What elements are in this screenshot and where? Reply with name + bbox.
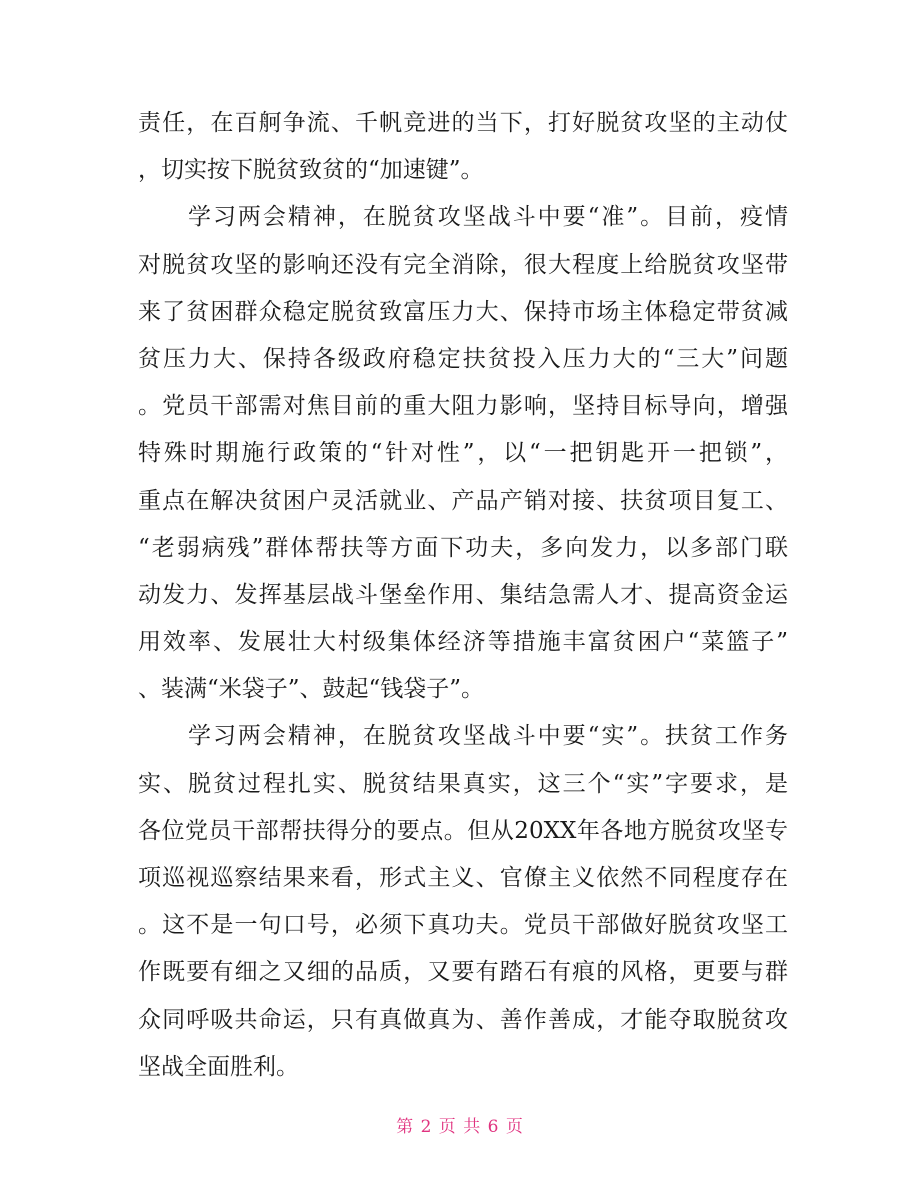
paragraph-2 — [138, 194, 788, 713]
text-line: 项巡视巡察结果来看，形式主义、官僚主义依然不同程度存在 — [138, 865, 788, 891]
text-line: 作既要有细之又细的品质，又要有踏石有痕的风格，更要与群 — [138, 959, 788, 986]
text-line: “老弱病残”群体帮扶等方面下功夫，多向发力，以多部门联 — [138, 534, 788, 561]
paragraph-3 — [138, 713, 788, 1091]
text-line: 。这不是一句口号，必须下真功夫。党员干部做好脱贫攻坚工 — [138, 912, 788, 939]
text-line: 特殊时期施行政策的“针对性”，以“一把钥匙开一把锁”， — [138, 440, 788, 467]
text-line: 、装满“米袋子”、鼓起“钱袋子”。 — [138, 676, 485, 703]
text-line: 实、脱贫过程扎实、脱贫结果真实，这三个“实”字要求，是 — [138, 770, 788, 797]
text-line: 来了贫困群众稳定脱贫致富压力大、保持市场主体稳定带贫减 — [138, 298, 788, 325]
text-line: 众同呼吸共命运，只有真做真为、善作善成，才能夺取脱贫攻 — [138, 1006, 788, 1033]
text-line: ，切实按下脱贫致贫的“加速键”。 — [138, 157, 484, 184]
text-line: 。党员干部需对焦目前的重大阻力影响，坚持目标导向，增强 — [138, 393, 788, 420]
text-line: 动发力、发挥基层战斗堡垒作用、集结急需人才、提高资金运 — [138, 581, 788, 608]
text-line: 责任，在百舸争流、千帆竞进的当下，打好脱贫攻坚的主动仗 — [138, 110, 788, 136]
text-line: 重点在解决贫困户灵活就业、产品产销对接、扶贫项目复工、 — [138, 487, 788, 514]
text-line: 各位党员干部帮扶得分的要点。但从20XX年各地方脱贫攻坚专 — [138, 817, 788, 844]
text-line: 学习两会精神，在脱贫攻坚战斗中要“实”。扶贫工作务 — [138, 723, 788, 750]
text-line: 坚战全面胜利。 — [138, 1053, 299, 1080]
paragraph-1 — [138, 100, 788, 194]
text-line: 贫压力大、保持各级政府稳定扶贫投入压力大的“三大”问题 — [138, 345, 788, 372]
page-number-footer: 第 2 页 共 6 页 — [396, 1117, 524, 1137]
text-line: 学习两会精神，在脱贫攻坚战斗中要“准”。目前，疫情 — [138, 204, 788, 231]
body-text — [138, 100, 788, 1091]
text-line: 对脱贫攻坚的影响还没有完全消除，很大程度上给脱贫攻坚带 — [138, 251, 788, 278]
text-line: 用效率、发展壮大村级集体经济等措施丰富贫困户“菜篮子” — [138, 629, 788, 656]
